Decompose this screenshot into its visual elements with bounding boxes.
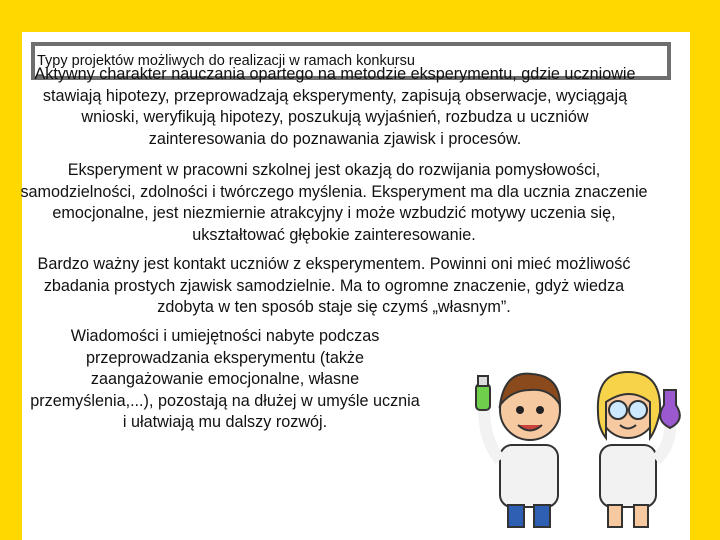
paragraph-student-contact: Bardzo ważny jest kontakt uczniów z eksperymentem. Powinni oni mieć możliwość zbadania prostych zjawisk samodzielnie. Ma to ogromne znaczenie, gdyż wiedza zdobyta w ten sposób staje się czymś „własnym”. — [37, 255, 631, 316]
girl-scientist — [598, 372, 680, 527]
children-scientists-illustration — [470, 350, 690, 530]
paragraph-knowledge-retention: Wiadomości i umiejętności nabyte podczas przeprowadzania eksperymentu (także zaangażowanie emocjonalne, własne przemyślenia,...), pozostają na dłużej w umyśle ucznia i ułatwiają mu dalszy rozwój. — [30, 327, 420, 431]
paragraph-active-learning: Aktywny charakter nauczania opartego na metodzie eksperymentu, gdzie uczniowie stawiają hipotezy, przeprowadzają eksperymenty, zapisują obserwacje, wyciągają wnioski, weryfikują hipotezy, poszukują wyjaśnień, rozbudza u uczniów zainteresowania do poznawania zjawisk i procesów. — [34, 65, 636, 148]
boy-scientist — [476, 374, 560, 527]
paragraph-school-lab: Eksperyment w pracowni szkolnej jest okazją do rozwijania pomysłowości, samodzielności, zdolności i twórczego myślenia. Eksperyment ma dla ucznia znaczenie emocjonalne, jest niezmiernie atrakcyjny i może wzbudzić motywy uczenia się, ukształtować głębokie zainteresowanie. — [20, 161, 648, 244]
slide-title: Typy projektów możliwych do realizacji w ramach konkursu — [37, 53, 415, 69]
